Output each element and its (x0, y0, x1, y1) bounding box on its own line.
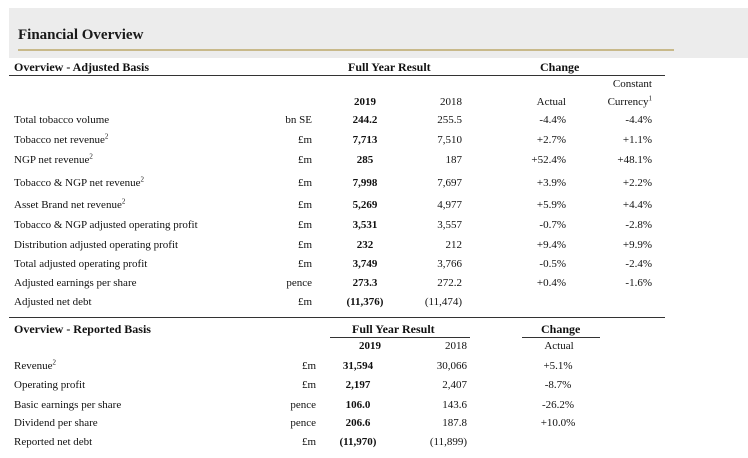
row-label-text: Tobacco & NGP adjusted operating profit (14, 219, 198, 231)
row-value-2019: 5,269 (352, 199, 378, 211)
page-title: Financial Overview (18, 27, 144, 43)
currency-note: 1 (648, 94, 652, 103)
row-label-text: Total adjusted operating profit (14, 258, 148, 270)
constant-label: Constant (612, 78, 652, 90)
row-label (14, 134, 108, 147)
row-unit: £m (297, 239, 312, 251)
reported-year-current: 2019 (359, 340, 381, 352)
row-value-2019: 2,197 (345, 379, 371, 391)
row-label-text: Adjusted net debt (14, 296, 92, 308)
row-change-constant: +9.9% (622, 239, 652, 251)
row-value-2018: 187.8 (442, 417, 467, 429)
row-unit: £m (301, 379, 316, 391)
row-footnote: 2 (104, 132, 109, 141)
row-label-text: Dividend per share (14, 417, 98, 429)
row-change-actual: +0.4% (536, 277, 566, 289)
reported-change-rule (522, 337, 600, 338)
row-label-text: Basic earnings per share (14, 399, 122, 411)
row-change-actual: +2.7% (536, 134, 566, 146)
row-change-actual: +10.0% (540, 417, 576, 429)
row-change-actual: -0.5% (539, 258, 566, 270)
row-value-2019: 232 (356, 239, 374, 251)
row-label (14, 199, 125, 212)
row-unit: £m (301, 436, 316, 448)
row-unit: £m (297, 258, 312, 270)
row-unit: £m (297, 134, 312, 146)
title-band (9, 8, 748, 58)
row-label (14, 219, 198, 232)
adjusted-change-label: Change (540, 60, 580, 74)
currency-label: Currency (607, 96, 649, 108)
row-footnote: 2 (89, 152, 93, 161)
row-change-actual: +52.4% (531, 154, 566, 166)
row-label-text: NGP net revenue (14, 154, 90, 166)
row-value-2019: 285 (356, 154, 374, 166)
reported-actual-label: Actual (544, 340, 574, 352)
row-value-2019: (11,376) (346, 296, 384, 308)
row-change-actual: +3.9% (536, 177, 566, 189)
row-unit: £m (297, 296, 312, 308)
row-label-text: Asset Brand net revenue (14, 199, 122, 211)
row-label (14, 177, 144, 190)
row-unit: bn SE (285, 114, 312, 126)
row-value-2018: 212 (445, 239, 462, 251)
adjusted-section-label: Overview - Adjusted Basis (14, 60, 149, 74)
row-change-actual: -8.7% (544, 379, 572, 391)
reported-change-label: Change (541, 322, 581, 336)
row-value-2019: 7,998 (352, 177, 378, 189)
row-label-text: Tobacco net revenue (14, 134, 105, 146)
row-value-2018: 30,066 (436, 360, 467, 372)
row-label (14, 114, 109, 127)
adjusted-year-prior: 2018 (440, 96, 462, 108)
row-change-actual: +5.1% (543, 360, 573, 372)
row-unit: £m (301, 360, 316, 372)
title-rule (18, 49, 674, 51)
row-change-actual: -4.4% (539, 114, 566, 126)
row-value-2019: 31,594 (342, 360, 374, 372)
row-change-actual: +5.9% (536, 199, 566, 211)
row-value-2018: 143.6 (442, 399, 467, 411)
row-label (14, 154, 93, 167)
row-label (14, 379, 85, 392)
row-value-2018: 7,697 (437, 177, 462, 189)
row-label (14, 436, 92, 449)
currency-label-wrap (580, 96, 652, 109)
row-value-2019: 3,531 (352, 219, 378, 231)
row-label-text: Adjusted earnings per share (14, 277, 137, 289)
adjusted-full-year-label: Full Year Result (348, 60, 431, 74)
section-divider (9, 317, 665, 318)
row-value-2019: 244.2 (352, 114, 378, 126)
row-unit: pence (290, 417, 316, 429)
row-value-2018: (11,899) (429, 436, 467, 448)
row-change-constant: -2.8% (625, 219, 652, 231)
row-label-text: Distribution adjusted operating profit (14, 239, 179, 251)
row-change-actual: -0.7% (539, 219, 566, 231)
row-unit: £m (297, 177, 312, 189)
row-value-2018: 4,977 (437, 199, 462, 211)
row-unit: pence (290, 399, 316, 411)
row-change-constant: +48.1% (617, 154, 652, 166)
row-change-actual: +9.4% (536, 239, 566, 251)
row-footnote: 2 (140, 175, 144, 184)
row-change-constant: -1.6% (625, 277, 652, 289)
row-change-actual: -26.2% (541, 399, 575, 411)
row-value-2019: 3,749 (352, 258, 378, 270)
row-unit: £m (297, 199, 312, 211)
row-value-2019: 273.3 (352, 277, 378, 289)
row-label-text: Revenue (14, 360, 53, 372)
row-label-text: Tobacco & NGP net revenue (14, 177, 141, 189)
row-label-text: Operating profit (14, 379, 86, 391)
row-label (14, 360, 56, 373)
row-value-2018: 3,766 (437, 258, 462, 270)
row-unit: £m (297, 219, 312, 231)
row-unit: £m (297, 154, 312, 166)
row-label (14, 239, 178, 252)
row-label (14, 399, 121, 412)
row-label (14, 417, 98, 430)
row-label-text: Reported net debt (14, 436, 93, 448)
row-value-2019: 7,713 (352, 134, 378, 146)
row-label (14, 277, 137, 290)
row-footnote: 2 (52, 358, 56, 367)
row-value-2018: 187 (445, 154, 462, 166)
row-value-2018: 2,407 (442, 379, 467, 391)
row-change-constant: +4.4% (622, 199, 652, 211)
row-value-2018: 255.5 (437, 114, 462, 126)
row-value-2018: 3,557 (437, 219, 462, 231)
row-label (14, 258, 147, 271)
row-change-constant: -2.4% (625, 258, 652, 270)
reported-full-year-label: Full Year Result (352, 322, 435, 336)
row-value-2018: (11,474) (424, 296, 462, 308)
row-value-2018: 272.2 (437, 277, 462, 289)
adjusted-header-rule (9, 75, 665, 76)
row-change-constant: -4.4% (625, 114, 652, 126)
row-change-constant: +1.1% (622, 134, 652, 146)
row-footnote: 2 (121, 197, 126, 206)
row-value-2019: (11,970) (339, 436, 377, 448)
row-change-constant: +2.2% (622, 177, 652, 189)
row-value-2018: 7,510 (437, 134, 462, 146)
adjusted-actual-label: Actual (536, 96, 566, 108)
reported-section-label: Overview - Reported Basis (14, 322, 151, 336)
row-value-2019: 106.0 (345, 399, 371, 411)
adjusted-year-current: 2019 (354, 96, 376, 108)
row-value-2019: 206.6 (345, 417, 371, 429)
row-unit: pence (286, 277, 312, 289)
reported-year-prior: 2018 (445, 340, 467, 352)
reported-full-year-rule (330, 337, 470, 338)
row-label (14, 296, 92, 309)
row-label-text: Total tobacco volume (14, 114, 110, 126)
